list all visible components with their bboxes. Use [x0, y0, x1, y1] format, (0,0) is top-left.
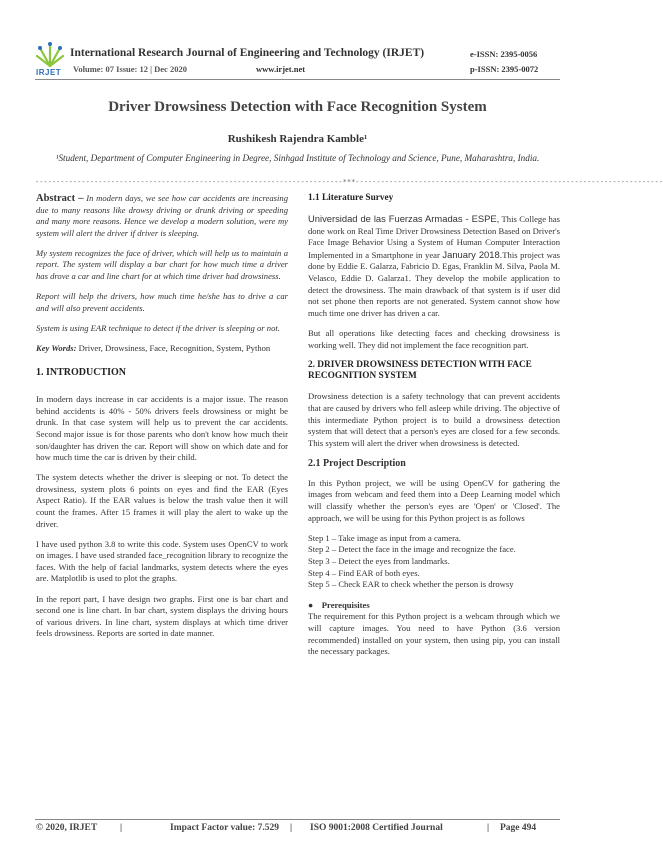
project-description-heading: 2.1 Project Description	[308, 457, 406, 469]
intro-paragraph-3: I have used python 3.8 to write this code. System uses OpenCV to work on images. I have used stranded face_recognition library to recognize the faces. With the help of facial landmarks, system detects where the eyes are. Matplotlib is used to plot the graphs.	[36, 538, 288, 584]
abstract-paragraph-3: Report will help the drivers, how much time he/she has to drive a car and will also prevent accidents.	[36, 291, 288, 313]
literature-text-2: This project was done by Eddie E. Galarza, Fabricio D. Egas, Franklin M. Silva, Paola M. Velasco, Eddie D. Galarza1. They develop the mobile application to detect the drowsiness. The main drawback of that system is if user did not set phone then reports are not generated. System cannot show how much time one driver has driven a car.	[308, 249, 560, 318]
university-name: Universidad de las Fuerzas Armadas - ESPE,	[308, 213, 500, 225]
footer-copyright: © 2020, IRJET	[36, 823, 98, 833]
steps-list	[308, 533, 560, 591]
journal-name: International Research Journal of Engineering and Technology (IRJET)	[70, 47, 425, 59]
literature-date: January 2018.	[442, 248, 503, 260]
keywords	[36, 343, 288, 355]
prerequisites-paragraph: The requirement for this Python project is a webcam through which we will capture images. You need to have Python (3.6 version recommended) installed on your system, then using pip, you can install the necessary packages.	[308, 611, 560, 657]
page-footer	[0, 823, 595, 839]
footer-page-number: Page 494	[500, 823, 537, 833]
list-item: Step 1 – Take image as input from a camera.	[308, 532, 461, 543]
footer-rule	[35, 819, 560, 820]
abstract-paragraph-4: System is using EAR technique to detect if the driver is sleeping or not.	[36, 322, 280, 333]
list-item: Step 2 – Detect the face in the image and recognize the face.	[308, 544, 516, 555]
footer-impact-factor: Impact Factor value: 7.529	[170, 823, 280, 833]
intro-paragraph-1: In modern days increase in car accidents is a major issue. The reason behind accidents is 40% - 50% drivers feels drowsiness or might be drunk. In that case system will help us to prevent the car accidents. Second major issue is for those parents who don't know how much their son/daughter has driven the car. Report will show on which date and for how much time the car is driven by their child.	[36, 394, 288, 463]
prerequisites-heading	[308, 600, 560, 612]
paper-title: Driver Drowsiness Detection with Face Recognition System	[108, 99, 487, 115]
affiliation: ¹Student, Department of Computer Engineering in Degree, Sinhgad Institute of Technology and Science, Pune, Maharashtra, India.	[55, 153, 540, 163]
project-description-paragraph: In this Python project, we will be using OpenCV for gathering the images from webcam and feed them into a Deep Learning model which will classify whether the person's eyes are 'Open' or 'Closed'. The approach, we will be using for this Python project is as follows	[308, 477, 560, 523]
journal-header	[0, 0, 595, 80]
right-column	[308, 193, 560, 666]
section-2-paragraph: Drowsiness detection is a safety technology that can prevent accidents that are caused by drivers who fell asleep while driving. The objective of this intermediate Python project is to build a drowsiness detection system that will detect that a person's eyes are closed for a few seconds. This system will alert the driver when drowsiness is detected.	[308, 391, 560, 448]
left-column	[36, 193, 288, 648]
footer-separator: |	[120, 823, 123, 833]
section-2-heading: 2. DRIVER DROWSINESS DETECTION WITH FACE RECOGNITION SYSTEM	[308, 359, 532, 382]
p-issn: p-ISSN: 2395-0072	[470, 64, 539, 74]
literature-paragraph-2: But all operations like detecting faces and checking drowsiness is working well. They did not implement the face recognition part.	[308, 327, 560, 350]
abstract-text: In modern days, we see how car accidents are increasing due to many reasons like drowsy driving or drunk driving or speeding and many more reasons. Hence we develop a modern solution, were my system will alert the driver if driver is sleeping.	[36, 193, 288, 238]
footer-iso: ISO 9001:2008 Certified Journal	[310, 823, 443, 833]
intro-paragraph-4: In the report part, I have design two graphs. First one is bar chart and second one is line chart. In bar chart, system displays the driving hours of various drivers. In line chart, system displays at which time driver feels drowsiness. Reports are sorted in date manner.	[36, 593, 288, 639]
bullet-icon: ●	[308, 599, 322, 610]
literature-heading: 1.1 Literature Survey	[308, 193, 394, 203]
list-item: Step 4 – Find EAR of both eyes.	[308, 567, 420, 578]
keywords-text: Driver, Drowsiness, Face, Recognition, System, Python	[76, 342, 271, 353]
prerequisites-label: Prerequisites	[321, 599, 370, 610]
footer-separator: |	[290, 823, 293, 833]
list-item: Step 5 – Check EAR to check whether the person is drowsy	[308, 579, 514, 590]
section-divider: -------------------------------------------------------------------------***-------------------------------------------------------------------------	[35, 178, 663, 186]
journal-website[interactable]: www.irjet.net	[256, 64, 306, 74]
header-rule	[35, 79, 560, 80]
volume-issue: Volume: 07 Issue: 12 | Dec 2020	[73, 64, 187, 74]
intro-paragraph-2: The system detects whether the driver is sleeping or not. To detect the drowsiness, system plots 6 points on eyes and find the EAR (Eyes Aspect Ratio). If the EAR values is below the trash value then it will count the frames. After 15 frames it will play the alert to wake up the driver.	[36, 472, 288, 529]
keywords-heading: Key Words:	[36, 342, 77, 353]
abstract-paragraph	[36, 193, 288, 239]
author: Rushikesh Rajendra Kamble¹	[227, 133, 368, 145]
footer-separator: |	[487, 823, 490, 833]
abstract-heading: Abstract –	[36, 193, 84, 204]
logo-text: IRJET	[36, 68, 62, 77]
literature-paragraph-1	[308, 213, 560, 319]
list-item: Step 3 – Detect the eyes from landmarks.	[308, 555, 450, 566]
e-issn: e-ISSN: 2395-0056	[470, 49, 538, 59]
abstract-paragraph-2: My system recognizes the face of driver, which will help us to maintain a report. The system will display a bar chart for how much time a driver has drove a car and line chart for at which time driver had drowsiness.	[36, 247, 288, 282]
intro-heading: 1. INTRODUCTION	[36, 366, 127, 378]
literature-text: This College has done work on Real Time Driver Drowsiness Detection Based on Driver's Face Image Behavior Using a System of Human Computer Interaction Implemented in a Smartphone in year	[308, 214, 560, 260]
